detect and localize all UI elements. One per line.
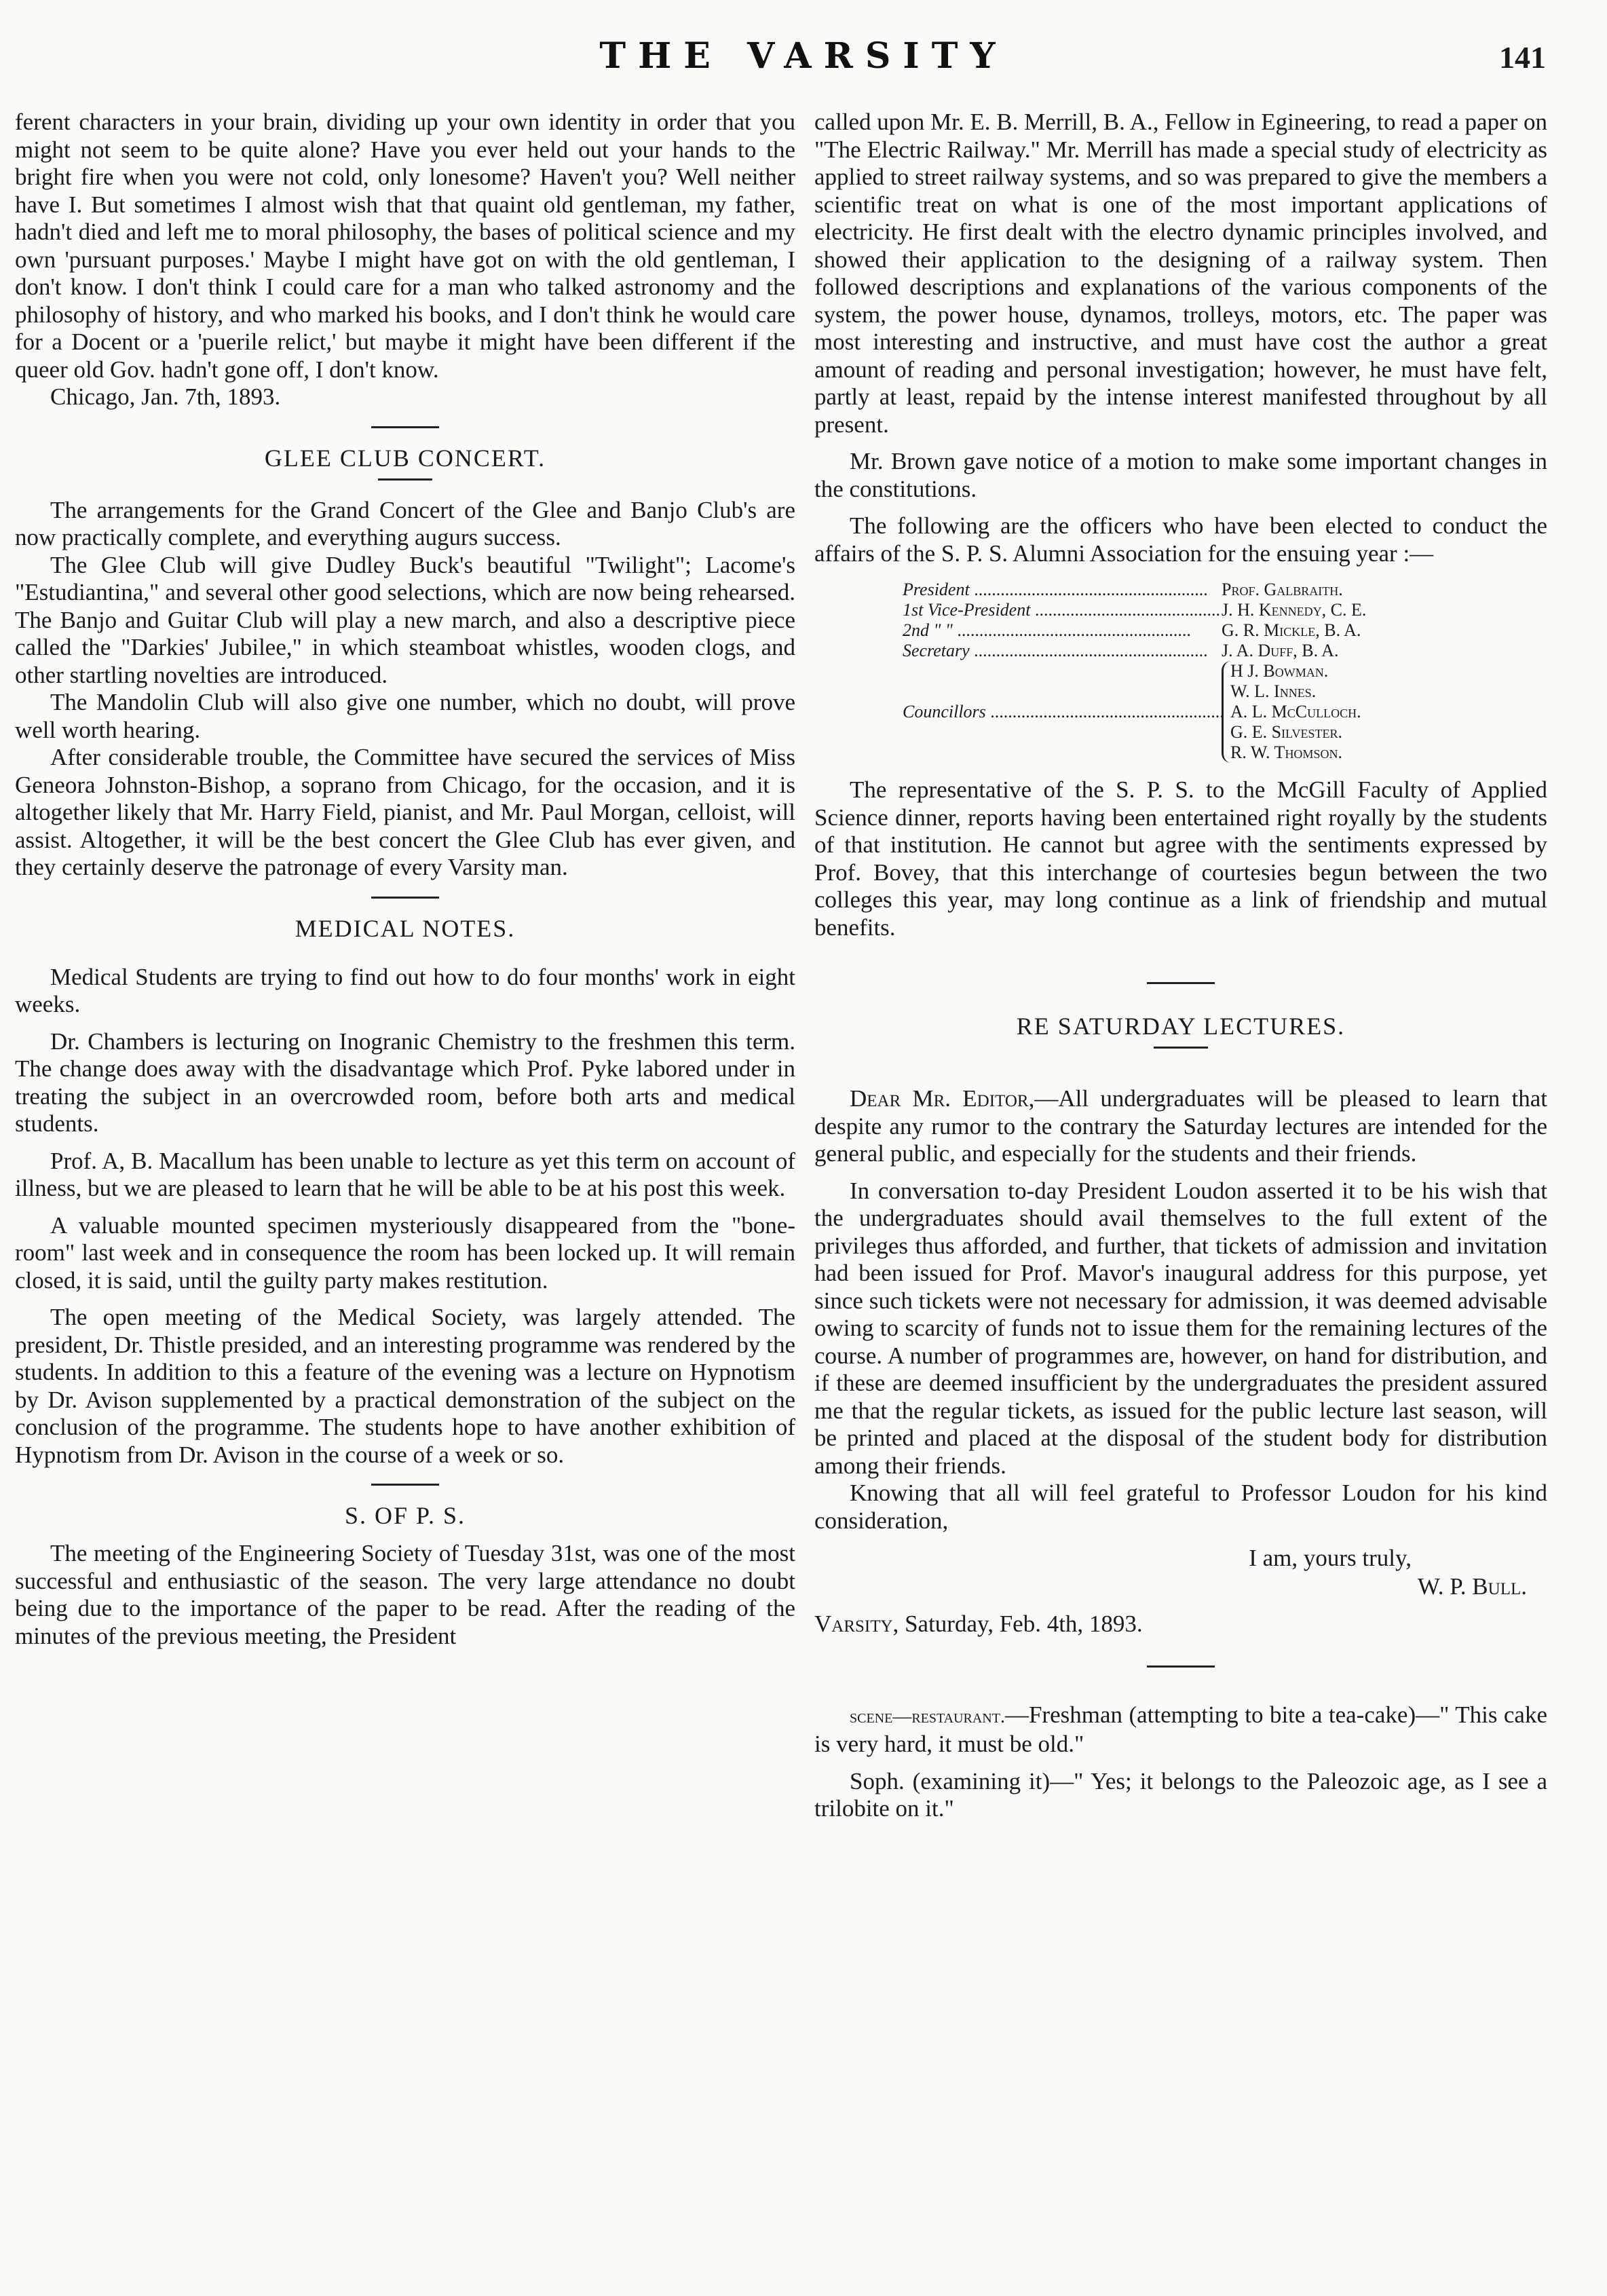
right-column (814, 109, 1547, 1823)
letter-date: Varsity, Saturday, Feb. 4th, 1893. (814, 1611, 1143, 1637)
officer-row: Secretary ..... J. A. Duff, B. A. (903, 641, 1547, 661)
heading-underline (1154, 1047, 1208, 1049)
councillors-label: Councillors ..... (903, 702, 1222, 722)
officers-list (903, 580, 1547, 763)
lectures-paragraph-2: In conversation to-day President Loudon asserted it to be his wish that the undergraduates should avail themselves to the full extent of the privileges thus afforded, and further, that tickets of admission and invitation had been issued for Prof. Mavor's inaugural address for this purpose, yet since such tickets were not necessary for admission, it was deemed advisable owing to scarcity of funds not to issue them for the remaining lectures of the course. A number of programmes are, however, on hand for distribution, and if these are deemed insufficient by the undergraduates the president assured me that the regular tickets, as issued for the public lecture last season, will be printed and placed at the disposal of the student body for distribution among their friends. (814, 1177, 1547, 1479)
sps-paragraph-1: The meeting of the Engineering Society of Tuesday 31st, was one of the most successful and enthusiastic of the season. The very large attendance no doubt being due to the importance of the paper to be read. After the reading of the minutes of the previous meeting, the President (15, 1540, 795, 1649)
glee-paragraph-3: The Mandolin Club will also give one number, which no doubt, will prove well worth hearing. (15, 689, 795, 743)
councillor-name: R. W. Thomson. (1230, 742, 1342, 762)
letter-closing: I am, yours truly, (1249, 1545, 1412, 1571)
medical-paragraph-3: Prof. A, B. Macallum has been unable to lecture as yet this term on account of illness, but we are pleased to learn that he will be able to be at his post this week. (15, 1147, 795, 1201)
scene-paragraph-2: Soph. (examining it)—" Yes; it belongs to the Paleozoic age, as I see a trilobite on it." (814, 1767, 1547, 1822)
councillors-brace (1222, 661, 1361, 763)
mcgill-paragraph: The representative of the S. P. S. to the McGill Faculty of Applied Science dinner, reports having been entertained right royally by the students of that institution. He cannot but agree with the sentiments expressed by Prof. Bovey, that this interchange of courtesies begun between the two colleges this year, may long continue as a link of friendship and mutual benefits. (814, 776, 1547, 941)
sps-heading: S. OF P. S. (344, 1502, 466, 1529)
sps-paragraph-officers-intro: The following are the officers who have been elected to conduct the affairs of the S. P. S. Alumni Association for the ensuing year :— (814, 512, 1547, 567)
officer-row: 2nd " " ..... G. R. Mickle, B. A. (903, 620, 1547, 641)
section-divider (371, 1484, 439, 1486)
section-divider (371, 897, 439, 899)
medical-notes-heading: MEDICAL NOTES. (295, 914, 516, 942)
glee-club-heading: GLEE CLUB CONCERT. (264, 444, 546, 472)
sps-continuation: called upon Mr. E. B. Merrill, B. A., Fellow in Egineering, to read a paper on "The Electric Railway." Mr. Merrill has made a special study of electricity as applied to street railway systems, and so was prepared to give the members a scientific treat on what is one of the most important applications of electricity. He first dealt with the electro dynamic principles involved, and showed their application to the designing of a railway system. Then followed descriptions and explanations of the various components of the system, the power house, dynamos, trolleys, motors, etc. The paper was most interesting and instructive, and must have cost the author a great amount of reading and personal investigation; however, he must have felt, partly at least, repaid by the intense interest manifested throughout by all present. (814, 109, 1547, 438)
glee-paragraph-2: The Glee Club will give Dudley Buck's beautiful "Twilight"; Lacome's "Estudiantina," and several other good selections, which are now being rehearsed. The Banjo and Guitar Club will play a new march, and also a descriptive piece called the "Darkies' Jubilee," in which steamboat whistles, wooden clogs, and other startling novelties are introduced. (15, 551, 795, 688)
section-divider (371, 426, 439, 428)
section-divider (1147, 982, 1215, 984)
essay-dateline: Chicago, Jan. 7th, 1893. (50, 383, 281, 410)
left-column (15, 109, 795, 1650)
officer-row: President ..... Prof. Galbraith. (903, 580, 1547, 600)
masthead (0, 35, 1607, 83)
councillors-block (903, 661, 1547, 763)
sps-paragraph-motion: Mr. Brown gave notice of a motion to make some important changes in the constitutions. (814, 448, 1547, 502)
scene-paragraph-1: scene—restaurant.—Freshman (attempting to bite a tea-cake)—" This cake is very hard, it must be old." (814, 1701, 1547, 1757)
lectures-paragraph-3: Knowing that all will feel grateful to Professor Loudon for his kind consideration, (814, 1480, 1547, 1534)
lectures-paragraph-1: Dear Mr. Editor,—All undergraduates will be pleased to learn that despite any rumor to the contrary the Saturday lectures are intended for the general public, and especially for the students and their friends. (814, 1085, 1547, 1167)
scene-label: scene—restaurant. (850, 1706, 1005, 1727)
glee-paragraph-4: After considerable trouble, the Committee have secured the services of Miss Geneora Johnston-Bishop, a soprano from Chicago, for the occasion, and it is altogether likely that Mr. Harry Field, pianist, and Mr. Paul Morgan, celloist, will assist. Altogether, it will be the best concert the Glee Club has ever given, and they certainly deserve the patronage of every Varsity man. (15, 744, 795, 880)
saturday-lectures-heading: RE SATURDAY LECTURES. (1016, 1013, 1346, 1040)
heading-underline (378, 478, 432, 481)
medical-paragraph-2: Dr. Chambers is lecturing on Inogranic Chemistry to the freshmen this term. The change does away with the disadvantage which Prof. Pyke labored under in treating the subject in an overcrowded room, before both arts and medical students. (15, 1028, 795, 1137)
salutation: Dear Mr. Editor, (850, 1085, 1035, 1112)
medical-paragraph-4: A valuable mounted specimen mysteriously disappeared from the "bone-room" last week and in consequence the room has been locked up. It will remain closed, it is said, until the guilty party makes restitution. (15, 1211, 795, 1294)
medical-paragraph-5: The open meeting of the Medical Society, was largely attended. The president, Dr. Thistle presided, and an interesting programme was rendered by the students. In addition to this a feature of the evening was a lecture on Hypnotism by Dr. Avison supplemented by a practical demonstration of the subject on the conclusion of the programme. The students hope to have another exhibition of Hypnotism from Dr. Avison in the course of a week or so. (15, 1304, 795, 1468)
newspaper-title: THE VARSITY (599, 35, 1008, 77)
officer-row: 1st Vice-President ..... J. H. Kennedy, C. E. (903, 600, 1547, 620)
councillor-name: A. L. McCulloch. (1230, 702, 1361, 721)
councillor-name: G. E. Silvester. (1230, 722, 1342, 742)
medical-paragraph-1: Medical Students are trying to find out how to do four months' work in eight weeks. (15, 963, 795, 1017)
section-divider (1147, 1665, 1215, 1668)
councillor-name: H J. Bowman. (1230, 661, 1329, 681)
letter-signature: W. P. Bull. (1417, 1573, 1527, 1600)
essay-continuation: ferent characters in your brain, dividing up your own identity in order that you might not seem to be quite alone? Have you ever held out your hands to the bright fire when you were not cold, only lonesome? Haven't you? Well neither have I. But sometimes I almost wish that that quaint old gentleman, my father, hadn't died and left me to moral philosophy, the bases of political science and my own 'pursuant purposes.' Maybe I might have got on with the old gentleman, I don't know. I don't think I could care for a man who talked astronomy and the philosophy of history, and who marked his books, and I don't think he would care for a Docent or a 'puerile relict,' but maybe it might have been different if the queer old Gov. hadn't gone off, I don't know. (15, 109, 795, 383)
councillor-name: W. L. Innes. (1230, 681, 1317, 701)
glee-paragraph-1: The arrangements for the Grand Concert of the Glee and Banjo Club's are now practically complete, and everything augurs success. (15, 496, 795, 550)
page-number: 141 (1499, 40, 1546, 75)
